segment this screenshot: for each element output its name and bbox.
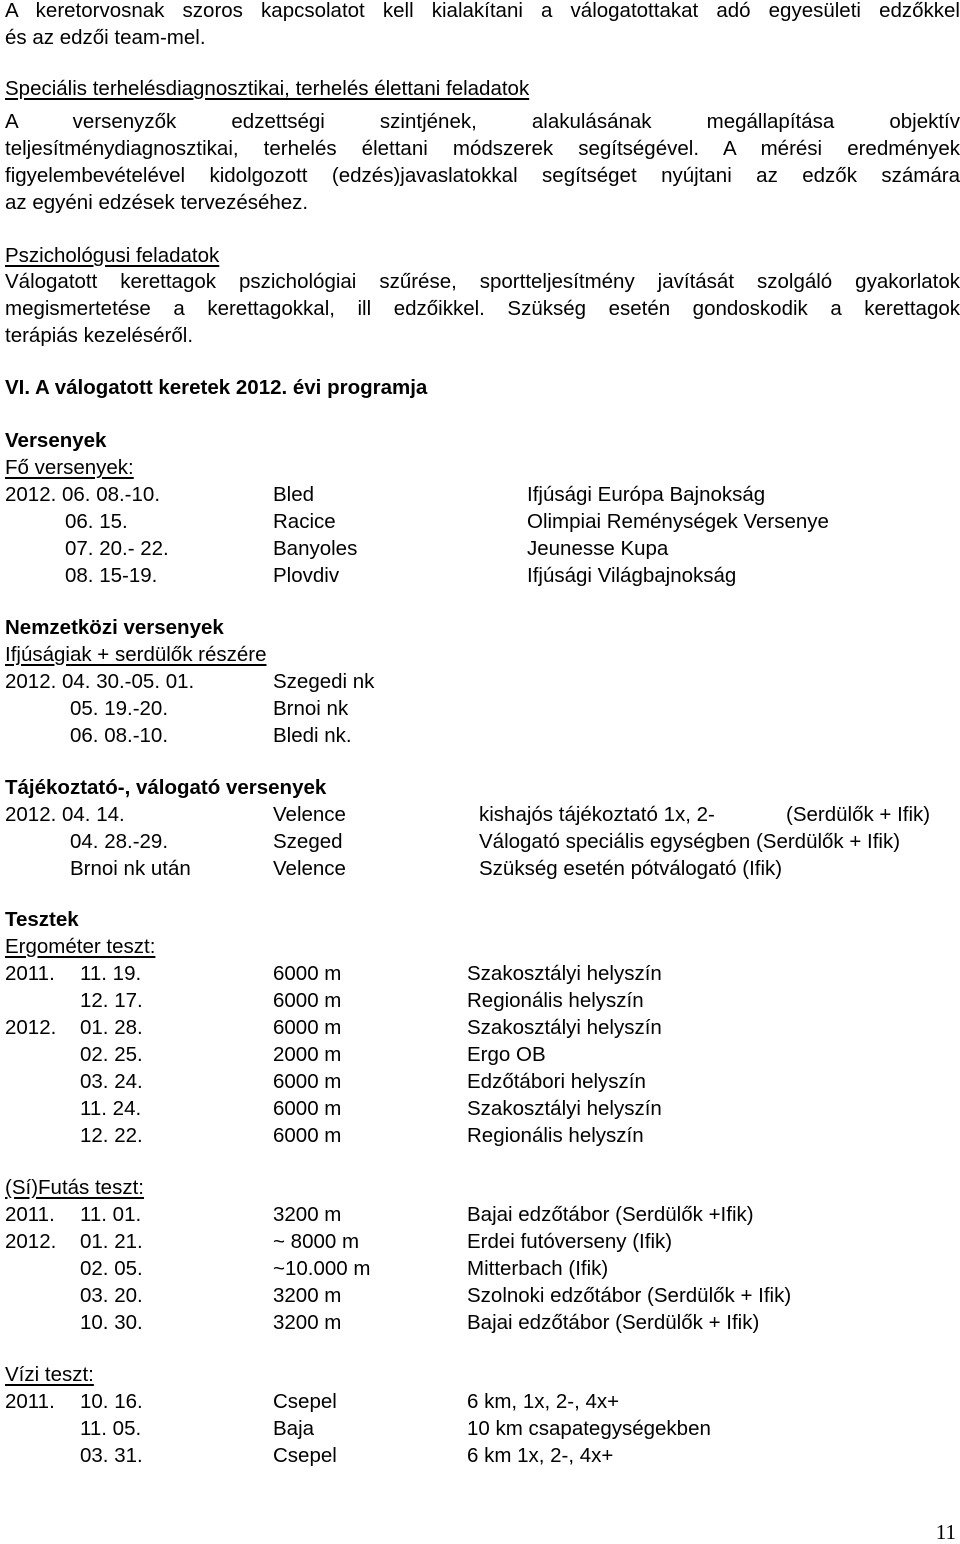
vizi-row-3-date: 03. 31. — [80, 1444, 143, 1467]
vizi-row-1-place: Csepel — [273, 1390, 337, 1413]
futas-row-2-distance: ~ 8000 m — [273, 1230, 360, 1253]
futas-row-4-distance: 3200 m — [273, 1284, 342, 1307]
vizi-row-3-place: Csepel — [273, 1444, 337, 1467]
diag-line-1: A versenyzők edzettségi szintjének, alakulásának megállapítása objektív — [5, 110, 960, 133]
futas-row-1-date: 11. 01. — [80, 1203, 142, 1226]
ergometer-row-7-distance: 6000 m — [273, 1124, 342, 1147]
tajekoztato-row-2-place: Szeged — [273, 830, 343, 853]
ergometer-row-6-distance: 6000 m — [273, 1097, 342, 1120]
diag-heading: Speciális terhelésdiagnosztikai, terhelés élettani feladatok — [5, 77, 530, 100]
nemzetkozi-row-1-event: Szegedi nk — [273, 670, 375, 693]
tesztek-heading: Tesztek — [5, 908, 79, 931]
versenyek-row-2-date: 06. 15. — [65, 510, 128, 533]
ergometer-row-6-location: Szakosztályi helyszín — [467, 1097, 662, 1120]
nemzetkozi-row-2-date: 05. 19.-20. — [70, 697, 169, 720]
futas-row-4-location: Szolnoki edzőtábor (Serdülők + Ifik) — [467, 1284, 792, 1307]
ergometer-row-2-distance: 6000 m — [273, 989, 342, 1012]
vizi-row-1-year: 2011. — [5, 1390, 55, 1413]
ergometer-row-1-date: 11. 19. — [80, 962, 142, 985]
futas-row-3-date: 02. 05. — [80, 1257, 143, 1280]
futas-row-2-year: 2012. — [5, 1230, 57, 1253]
tajekoztato-row-2-event: Válogató speciális egységben (Serdülők + Ifik) — [479, 830, 901, 853]
nemzetkozi-row-2-event: Brnoi nk — [273, 697, 349, 720]
vizi-row-2-place: Baja — [273, 1417, 315, 1440]
vizi-row-3-detail: 6 km 1x, 2-, 4x+ — [467, 1444, 614, 1467]
diag-line-3: figyelembevételével kidolgozott (edzés)javaslatokkal segítséget nyújtani az edzők számára — [5, 164, 960, 187]
psych-line-2: megismertetése a kerettagokkal, ill edzőikkel. Szükség esetén gondoskodik a kerettagok — [5, 297, 960, 320]
futas-row-2-date: 01. 21. — [80, 1230, 143, 1253]
ergometer-row-7-location: Regionális helyszín — [467, 1124, 644, 1147]
versenyek-row-2-event: Olimpiai Reménységek Versenye — [527, 510, 829, 533]
tajekoztato-row-1-group: (Serdülők + Ifik) — [786, 803, 931, 826]
tajekoztato-row-2-date: 04. 28.-29. — [70, 830, 169, 853]
versenyek-row-1-event: Ifjúsági Európa Bajnokság — [527, 483, 766, 506]
nemzetkozi-row-3-event: Bledi nk. — [273, 724, 352, 747]
versenyek-row-1-date: 2012. 06. 08.-10. — [5, 483, 161, 506]
futas-row-1-location: Bajai edzőtábor (Serdülők +Ifik) — [467, 1203, 754, 1226]
ergometer-row-1-location: Szakosztályi helyszín — [467, 962, 662, 985]
futas-row-5-date: 10. 30. — [80, 1311, 143, 1334]
ergometer-row-7-date: 12. 22. — [80, 1124, 143, 1147]
vizi-row-1-detail: 6 km, 1x, 2-, 4x+ — [467, 1390, 620, 1413]
intro-line-1: A keretorvosnak szoros kapcsolatot kell kialakítani a válogatottakat adó egyesületi edzőkkel — [5, 0, 960, 22]
page-number: 11 — [935, 1520, 956, 1544]
versenyek-sub: Fő versenyek: — [5, 456, 134, 479]
tajekoztato-row-1-date: 2012. 04. 14. — [5, 803, 125, 826]
psych-line-1: Válogatott kerettagok pszichológiai szűrése, sportteljesítmény javítását szolgáló gyakorlatok — [5, 270, 960, 293]
ergometer-row-3-year: 2012. — [5, 1016, 57, 1039]
tajekoztato-row-3-event: Szükség esetén pótválogató (Ifik) — [479, 857, 783, 880]
futas-row-2-location: Erdei futóverseny (Ifik) — [467, 1230, 673, 1253]
diag-line-4: az egyéni edzések tervezéséhez. — [5, 191, 309, 214]
ergometer-row-3-date: 01. 28. — [80, 1016, 143, 1039]
ergometer-row-1-distance: 6000 m — [273, 962, 342, 985]
versenyek-row-1-place: Bled — [273, 483, 315, 506]
tajekoztato-row-3-date: Brnoi nk után — [70, 857, 191, 880]
psych-heading: Pszichológusi feladatok — [5, 244, 220, 267]
diag-line-2: teljesítménydiagnosztikai, terhelés élettani módszerek segítségével. A mérési eredmények — [5, 137, 960, 160]
ergometer-row-2-location: Regionális helyszín — [467, 989, 644, 1012]
psych-line-3: terápiás kezeléséről. — [5, 324, 194, 347]
ergometer-sub: Ergométer teszt: — [5, 935, 156, 958]
vizi-sub: Vízi teszt: — [5, 1363, 94, 1386]
futas-row-5-distance: 3200 m — [273, 1311, 342, 1334]
ergometer-row-5-distance: 6000 m — [273, 1070, 342, 1093]
versenyek-row-3-date: 07. 20.- 22. — [65, 537, 169, 560]
futas-row-1-year: 2011. — [5, 1203, 55, 1226]
versenyek-row-3-event: Jeunesse Kupa — [527, 537, 669, 560]
ergometer-row-3-location: Szakosztályi helyszín — [467, 1016, 662, 1039]
versenyek-heading: Versenyek — [5, 429, 107, 452]
ergometer-row-4-distance: 2000 m — [273, 1043, 342, 1066]
versenyek-row-4-place: Plovdiv — [273, 564, 340, 587]
tajekoztato-heading: Tájékoztató-, válogató versenyek — [5, 776, 327, 799]
versenyek-row-2-place: Racice — [273, 510, 336, 533]
nemzetkozi-row-3-date: 06. 08.-10. — [70, 724, 169, 747]
versenyek-row-4-event: Ifjúsági Világbajnokság — [527, 564, 737, 587]
intro-line-2: és az edzői team-mel. — [5, 26, 206, 49]
ergometer-row-3-distance: 6000 m — [273, 1016, 342, 1039]
tajekoztato-row-1-event: kishajós tájékoztató 1x, 2- — [479, 803, 715, 826]
nemzetkozi-heading: Nemzetközi versenyek — [5, 616, 224, 639]
futas-row-4-date: 03. 20. — [80, 1284, 143, 1307]
nemzetkozi-row-1-date: 2012. 04. 30.-05. 01. — [5, 670, 195, 693]
ergometer-row-4-location: Ergo OB — [467, 1043, 546, 1066]
tajekoztato-row-1-place: Velence — [273, 803, 346, 826]
vizi-row-1-date: 10. 16. — [80, 1390, 143, 1413]
futas-sub: (Sí)Futás teszt: — [5, 1176, 144, 1199]
vizi-row-2-detail: 10 km csapategységekben — [467, 1417, 711, 1440]
futas-row-3-distance: ~10.000 m — [273, 1257, 371, 1280]
tajekoztato-row-3-place: Velence — [273, 857, 346, 880]
ergometer-row-4-date: 02. 25. — [80, 1043, 143, 1066]
ergometer-row-5-date: 03. 24. — [80, 1070, 143, 1093]
vizi-row-2-date: 11. 05. — [80, 1417, 142, 1440]
ergometer-row-5-location: Edzőtábori helyszín — [467, 1070, 646, 1093]
versenyek-row-4-date: 08. 15-19. — [65, 564, 158, 587]
versenyek-row-3-place: Banyoles — [273, 537, 358, 560]
section-title: VI. A válogatott keretek 2012. évi programja — [5, 376, 428, 399]
futas-row-5-location: Bajai edzőtábor (Serdülők + Ifik) — [467, 1311, 760, 1334]
ergometer-row-6-date: 11. 24. — [80, 1097, 142, 1120]
nemzetkozi-sub: Ifjúságiak + serdülők részére — [5, 643, 267, 666]
futas-row-1-distance: 3200 m — [273, 1203, 342, 1226]
ergometer-row-1-year: 2011. — [5, 962, 55, 985]
futas-row-3-location: Mitterbach (Ifik) — [467, 1257, 609, 1280]
ergometer-row-2-date: 12. 17. — [80, 989, 143, 1012]
